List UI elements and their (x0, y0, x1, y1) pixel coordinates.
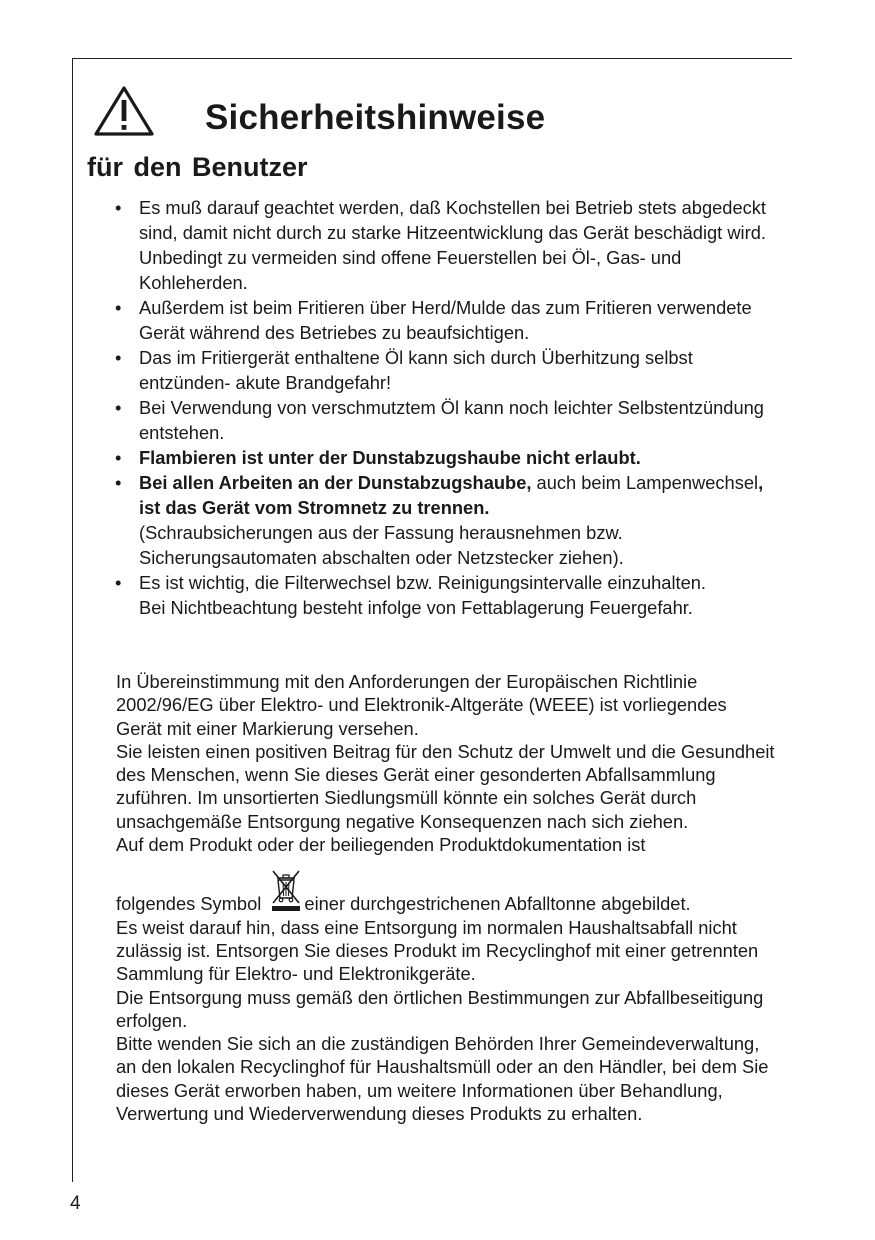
page-title: Sicherheitshinweise (205, 98, 546, 137)
top-rule (72, 58, 792, 59)
page-subtitle: für den Benutzer (87, 152, 308, 182)
weee-notice (116, 670, 776, 1125)
weee-paragraph: Es weist darauf hin, dass eine Entsorgung im normalen Haushaltsabfall nicht zulässig ist. Entsorgen Sie dieses Produkt im Recyclinghof mit einer getrennten Sammlung für Elektro- und Elektronikgeräte. (116, 916, 759, 985)
list-item (115, 570, 775, 620)
warning-triangle-icon (92, 84, 156, 138)
list-item-bold-start: Bei allen Arbeiten an der Dunstabzugshaube, (139, 472, 532, 493)
list-item (115, 345, 775, 395)
list-item (115, 395, 775, 445)
list-item-text: Das im Fritiergerät enthaltene Öl kann sich durch Überhitzung selbst entzünden- akute Brandgefahr! (139, 347, 693, 393)
list-item (115, 470, 775, 570)
list-item-text: auch beim Lampenwechsel (531, 472, 759, 493)
list-item-text: Es muß darauf geachtet werden, daß Kochstellen bei Betrieb stets abgedeckt sind, damit nicht durch zu starke Hitzeentwicklung das Gerät beschädigt wird. Unbedingt zu vermeiden sind offene Feuerstellen bei Öl-, Gas- und Kohleherden. (139, 197, 766, 293)
list-item-bold-end: , ist das Gerät vom Stromnetz zu trennen. (139, 472, 764, 518)
list-item-text: Bei Verwendung von verschmutztem Öl kann noch leichter Selbstentzündung entstehen. (139, 397, 764, 443)
left-rule (72, 58, 73, 1182)
safety-list (115, 195, 775, 620)
weee-symbol-line (116, 868, 776, 915)
weee-paragraph: Auf dem Produkt oder der beiliegenden Produktdokumentation ist (116, 834, 646, 856)
weee-symbol-text-before: folgendes Symbol (116, 893, 267, 915)
page-number: 4 (70, 1193, 81, 1214)
weee-paragraph: Bitte wenden Sie sich an die zuständigen Behörden Ihrer Gemeindeverwaltung, an den lokalen Recyclinghof für Haushaltsmüll oder an den Händler, bei dem Sie dieses Gerät erworben haben, um weitere Informationen über Behandlung, Verwertung und Wiederverwendung dieses Produkts zu erhalten. (116, 1033, 769, 1125)
crossed-out-wheelie-bin-icon (268, 868, 304, 912)
list-item-note: Bei Nichtbeachtung besteht infolge von Fettablagerung Feuergefahr. (139, 597, 693, 618)
list-item-text: • Es ist wichtig, die Filterwechsel bzw. Reinigungsintervalle einzuhalten. (139, 572, 706, 593)
weee-paragraph: In Übereinstimmung mit den Anforderungen der Europäischen Richtlinie 2002/96/EG über Elektro- und Elektronik-Altgeräte (WEEE) ist vorliegendes Gerät mit einer Markierung versehen. (116, 671, 727, 739)
list-item-text: Außerdem ist beim Fritieren über Herd/Mulde das zum Fritieren verwendete Gerät während des Betriebes zu beaufsichtigen. (139, 297, 752, 343)
list-item-note: (Schraubsicherungen aus der Fassung herausnehmen bzw. Sicherungsautomaten abschalten oder Netzstecker ziehen). (139, 522, 624, 568)
weee-paragraph: Die Entsorgung muss gemäß den örtlichen Bestimmungen zur Abfallbeseitigung erfolgen. (116, 986, 764, 1031)
weee-symbol-text-after: einer durchgestrichenen Abfalltonne abgebildet. (304, 893, 691, 915)
weee-paragraph: Sie leisten einen positiven Beitrag für den Schutz der Umwelt und die Gesundheit des Menschen, wenn Sie dieses Gerät einer gesonderten Abfallsammlung zuführen. Im unsortierten Siedlungsmüll könnte ein solches Gerät durch unsachgemäße Entsorgung negative Konsequenzen nach sich ziehen. (116, 740, 775, 832)
list-item (115, 445, 775, 470)
list-item-bold-text: Flambieren ist unter der Dunstabzugshaube nicht erlaubt. (139, 447, 641, 468)
list-item (115, 195, 775, 295)
list-item (115, 295, 775, 345)
